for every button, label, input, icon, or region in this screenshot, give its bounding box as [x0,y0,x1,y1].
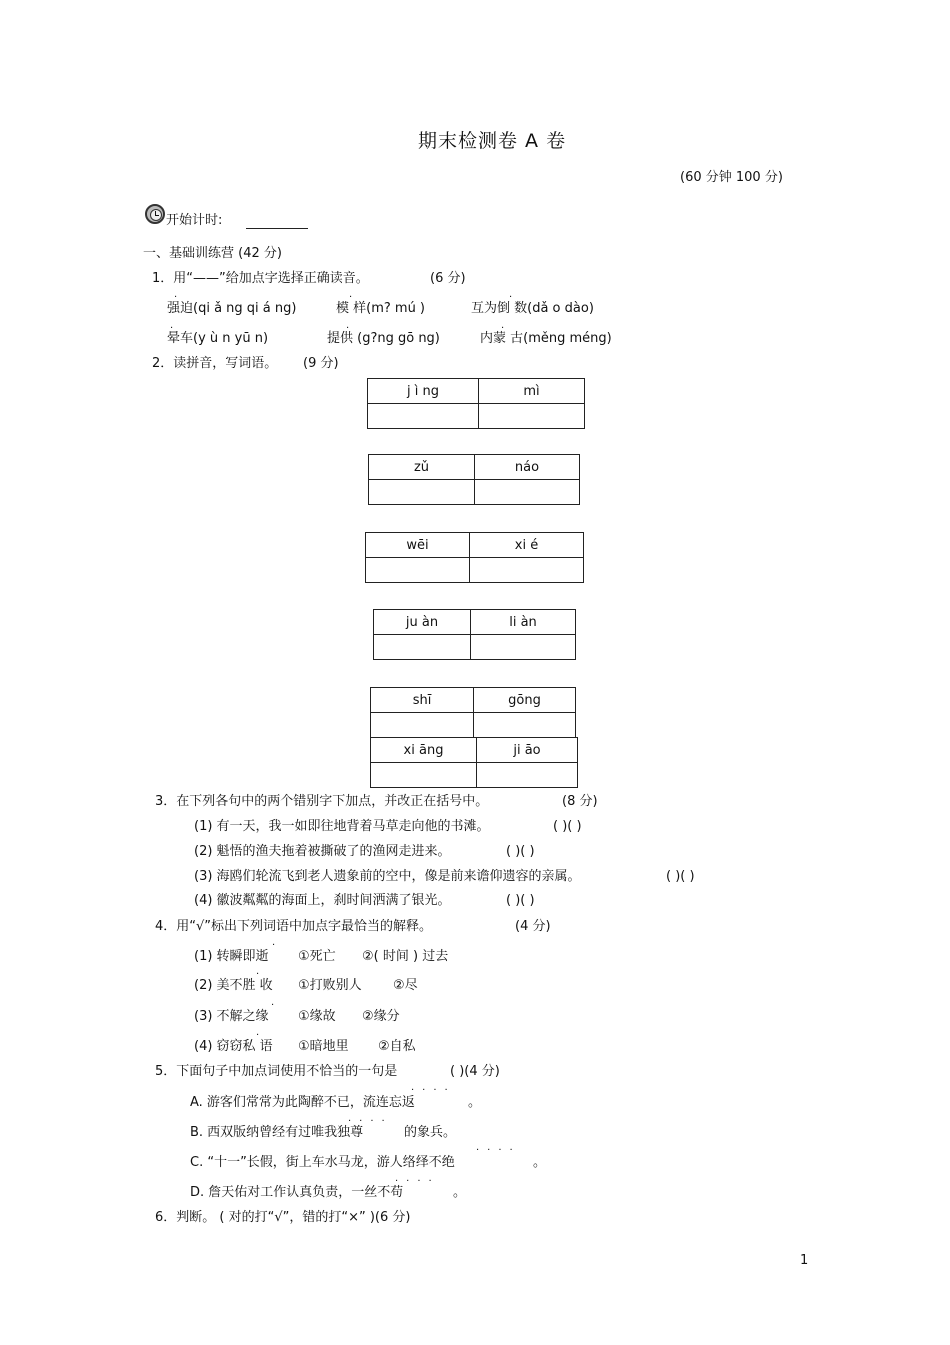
emphasis-dot: · [272,940,276,951]
q4-option[interactable]: ②( 时间 ) 过去 [362,949,449,964]
answer-cell[interactable] [368,404,479,429]
q5-option[interactable]: B. 西双版纳曾经有过唯我独尊 [190,1125,364,1140]
q5-option-tail: 。 [453,1185,467,1200]
emphasis-dots: ···· [476,1145,521,1156]
pinyin-table [365,532,584,583]
q4-option[interactable]: ②缘分 [362,1009,400,1024]
pinyin-cell: xi āng [371,738,477,763]
emphasis-dots: ···· [395,1176,440,1187]
pinyin-cell: li àn [471,610,576,635]
q4-prompt: 4．用“√”标出下列词语中加点字最恰当的解释。 [155,919,433,934]
answer-cell[interactable] [471,635,576,660]
pinyin-cell: ju àn [374,610,471,635]
q3-item: (3) 海鸥们轮流飞到老人遗象前的空中，像是前来谵仰遗容的亲属。 [194,869,581,884]
q3-prompt: 3．在下列各句中的两个错别字下加点，并改正在括号中。 [155,794,489,809]
q3-answer-parens[interactable]: ( )( ) [506,893,535,908]
q4-word: (1) 转瞬即逝 [194,949,269,964]
q5-prompt: 5．下面句子中加点词使用不恰当的一句是 [155,1064,398,1079]
q5-option[interactable]: C. “十一”长假，街上车水马龙，游人络绎不绝 [190,1155,455,1170]
answer-cell[interactable] [371,763,477,788]
q5-answer-parens[interactable]: ( )(4 分) [450,1064,500,1079]
timer-blank[interactable] [246,228,308,229]
q5-option[interactable]: D. 詹天佑对工作认真负责，一丝不苟 [190,1185,404,1200]
answer-cell[interactable] [474,713,576,738]
pinyin-cell: j ì ng [368,379,479,404]
emphasis-dot: · [509,292,513,303]
q5-option[interactable]: A. 游客们常常为此陶醉不已，流连忘返 [190,1095,415,1110]
q3-score: (8 分) [562,794,598,809]
q3-item: (1) 有一天，我一如即往地背着马草走向他的书滩。 [194,819,490,834]
q4-option[interactable]: ①死亡 [298,949,336,964]
q3-answer-parens[interactable]: ( )( ) [553,819,582,834]
q1-score: (6 分) [430,271,466,286]
q4-word: (3) 不解之缘 [194,1009,269,1024]
answer-cell[interactable] [374,635,471,660]
answer-cell[interactable] [475,480,580,505]
pinyin-table [370,687,576,738]
answer-cell[interactable] [477,763,578,788]
answer-cell[interactable] [470,558,584,583]
pinyin-cell: ji āo [477,738,578,763]
q4-score: (4 分) [515,919,551,934]
pinyin-table [373,609,576,660]
q5-option-tail: 的象兵。 [404,1125,457,1140]
q1-prompt: 1．用“——”给加点字选择正确读音。 [152,271,369,286]
page-title: 期末检测卷 A 卷 [418,130,567,152]
answer-cell[interactable] [371,713,474,738]
emphasis-dot: · [349,292,353,303]
q4-option[interactable]: ②自私 [378,1039,416,1054]
pinyin-cell: zǔ [369,455,475,480]
emphasis-dot: · [256,969,260,980]
q6-prompt: 6．判断。 ( 对的打“√”，错的打“×” )(6 分) [155,1210,411,1225]
q4-option[interactable]: ①暗地里 [298,1039,349,1054]
q4-word: (2) 美不胜 收 [194,978,273,993]
q1-item: 模 样(m? mú ) [336,301,426,316]
emphasis-dot: · [501,323,505,334]
q1-item: 互为倒 数(dǎ o dào) [471,301,594,316]
clock-icon [145,204,165,224]
emphasis-dot: · [271,1000,275,1011]
pinyin-cell: xi é [470,533,584,558]
q3-answer-parens[interactable]: ( )( ) [506,844,535,859]
q3-answer-parens[interactable]: ( )( ) [666,869,695,884]
answer-cell[interactable] [366,558,470,583]
q5-option-tail: 。 [533,1155,547,1170]
emphasis-dot: · [174,292,178,303]
section-heading: 一、基础训练营 (42 分) [143,246,282,261]
pinyin-cell: náo [475,455,580,480]
pinyin-table [368,454,580,505]
q1-item: 晕车(y ù n yū n) [167,331,269,346]
q1-item: 强迫(qi ǎ ng qi á ng) [167,301,297,316]
q2-score: (9 分) [303,356,339,371]
q1-item: 内蒙 古(měng méng) [480,331,612,346]
pinyin-table [367,378,585,429]
emphasis-dot: · [256,1030,260,1041]
q4-word: (4) 窃窃私 语 [194,1039,273,1054]
q2-prompt: 2．读拼音，写词语。 [152,356,278,371]
exam-duration-score: (60 分钟 100 分) [680,170,783,185]
pinyin-cell: wēi [366,533,470,558]
q4-option[interactable]: ①缘故 [298,1009,336,1024]
q3-item: (4) 徽波粼粼的海面上，刹时间洒满了银光。 [194,893,451,908]
q1-item: 提供 (g?ng gō ng) [327,331,440,346]
emphasis-dot: · [346,323,350,334]
emphasis-dot: · [170,323,174,334]
q4-option[interactable]: ②尽 [393,978,418,993]
pinyin-cell: mì [479,379,585,404]
timer-label: 开始计时: [166,213,223,228]
pinyin-table [370,737,578,788]
q4-option[interactable]: ①打败别人 [298,978,362,993]
emphasis-dots: ···· [348,1116,393,1127]
emphasis-dots: ···· [411,1085,456,1096]
pinyin-cell: shī [371,688,474,713]
answer-cell[interactable] [369,480,475,505]
q3-item: (2) 魁悟的渔夫拖着被撕破了的渔网走进来。 [194,844,451,859]
answer-cell[interactable] [479,404,585,429]
q5-option-tail: 。 [468,1095,482,1110]
page-number: 1 [800,1253,809,1268]
pinyin-cell: gōng [474,688,576,713]
